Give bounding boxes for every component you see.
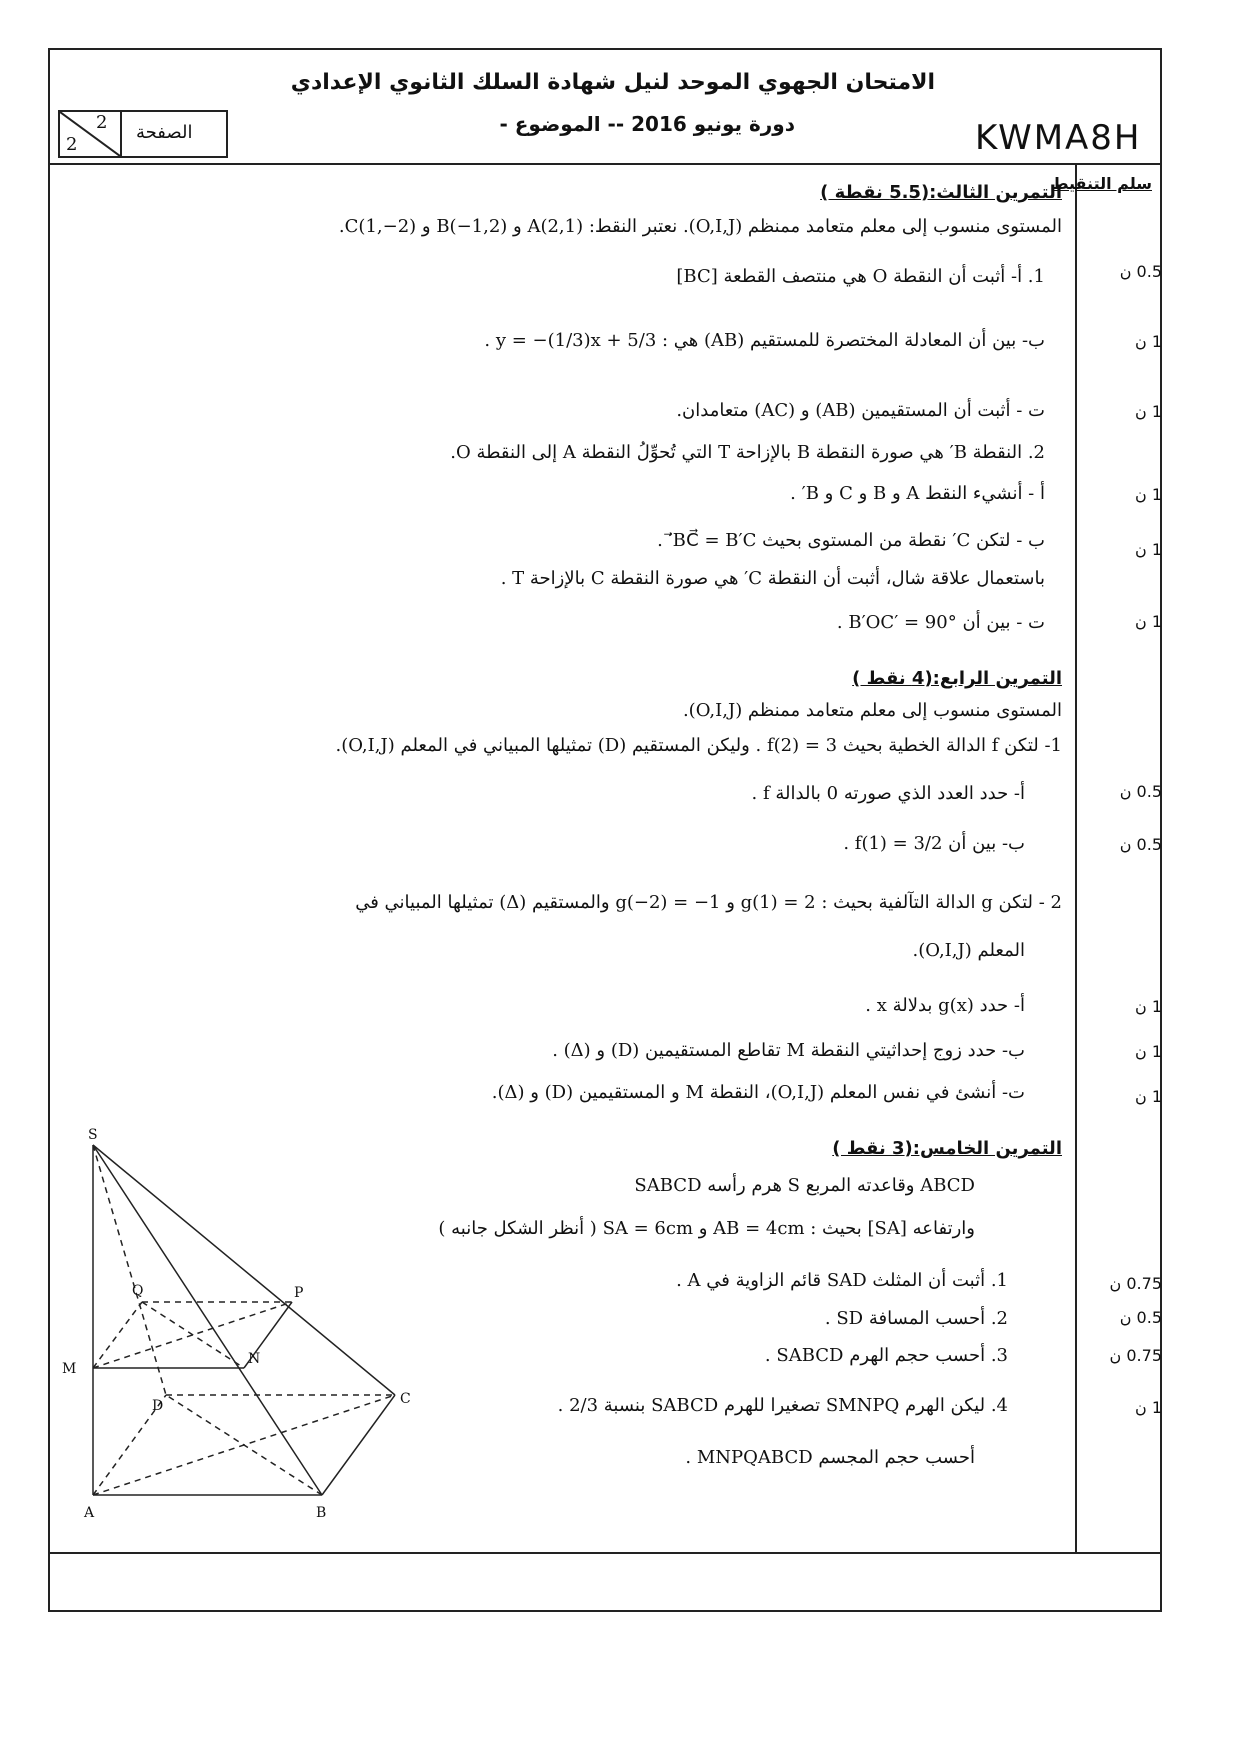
- label-M: M: [62, 1361, 77, 1377]
- ex3-title: التمرين الثالث:(5.5 نقطة ): [820, 182, 1062, 203]
- page-number: 2: [96, 112, 108, 133]
- page-total: 2: [66, 134, 78, 155]
- ex3-q2: 2. النقطة B′ هي صورة النقطة B بالإزاحة T التي تُحوِّلُ النقطة A إلى النقطة O.: [450, 442, 1045, 463]
- ex5-points-3: 0.75 ن: [1109, 1346, 1162, 1365]
- edge-SB: [93, 1145, 322, 1495]
- label-C: C: [400, 1391, 411, 1407]
- ex3-points-5: 1 ن: [1134, 540, 1162, 559]
- grading-column-divider: [1075, 163, 1077, 1553]
- ex3-q2a: أ - أنشيء النقط A و B و C و B′ .: [790, 483, 1045, 504]
- ex3-q2c: ت - بين أن B′OC′ = 90° .: [836, 612, 1045, 633]
- pyramid-figure: [60, 1125, 420, 1525]
- ex4-q1b: ب- بين أن f(1) = 3/2 .: [843, 833, 1025, 854]
- hidden-SD: [93, 1145, 166, 1395]
- ex3-points-4: 1 ن: [1134, 485, 1162, 504]
- ex3-q1b: ب- بين أن المعادلة المختصرة للمستقيم (AB) هي : y = −(1/3)x + 5/3 .: [484, 330, 1045, 351]
- ex4-q2c: ت- أنشئ في نفس المعلم (O,I,J)، النقطة M و المستقيمين (D) و (Δ).: [491, 1082, 1025, 1103]
- ex4-q2a: أ- حدد g(x) بدلالة x .: [865, 995, 1025, 1016]
- ex4-points-4: 1 ن: [1134, 1042, 1162, 1061]
- handwritten-code: KWMA8H: [975, 118, 1142, 158]
- ex4-q2-cont: المعلم (O,I,J).: [912, 940, 1025, 961]
- ex5-points-2: 0.5 ن: [1119, 1308, 1162, 1327]
- ex3-intro: المستوى منسوب إلى معلم متعامد ممنظم (O,I,J). نعتبر النقط: A(2,1) و B(−1,2) و C(1,−2).: [338, 216, 1062, 237]
- header-divider: [50, 163, 1160, 165]
- label-Q: Q: [132, 1283, 144, 1299]
- ex5-q1: 1. أثبت أن المثلث SAD قائم الزاوية في A .: [676, 1270, 1008, 1291]
- edge-SC: [93, 1145, 395, 1395]
- ex5-q4b: أحسب حجم المجسم MNPQABCD .: [685, 1447, 975, 1468]
- hidden-MQ: [93, 1302, 142, 1368]
- ex3-points-6: 1 ن: [1134, 612, 1162, 631]
- ex3-points-3: 1 ن: [1134, 402, 1162, 421]
- ex4-q1: 1- لتكن f الدالة الخطية بحيث f(2) = 3 . وليكن المستقيم (D) تمثيلها المبياني في المعلم (O,I,J).: [335, 735, 1062, 756]
- grading-column-title: سلم التنقيط: [1051, 174, 1152, 193]
- ex4-points-1: 0.5 ن: [1119, 782, 1162, 801]
- ex4-points-2: 0.5 ن: [1119, 835, 1162, 854]
- ex3-q1a: 1. أ- أثبت أن النقطة O هي منتصف القطعة [BC]: [676, 266, 1045, 287]
- ex4-q1a: أ- حدد العدد الذي صورته 0 بالدالة f .: [751, 783, 1025, 804]
- label-A: A: [84, 1505, 95, 1521]
- ex4-points-5: 1 ن: [1134, 1087, 1162, 1106]
- session-line: دورة يونيو 2016 -- الموضوع -: [499, 112, 795, 136]
- label-S: S: [88, 1127, 98, 1143]
- edge-BC: [322, 1395, 395, 1495]
- ex5-points-4: 1 ن: [1134, 1398, 1162, 1417]
- ex5-title: التمرين الخامس:(3 نقط ): [832, 1138, 1062, 1159]
- label-N: N: [248, 1351, 261, 1367]
- ex5-q3: 3. أحسب حجم الهرم SABCD .: [764, 1345, 1008, 1366]
- page-label: الصفحة: [136, 122, 193, 143]
- ex5-points-1: 0.75 ن: [1109, 1274, 1162, 1293]
- label-D: D: [152, 1398, 164, 1414]
- ex5-q2: 2. أحسب المسافة SD .: [824, 1308, 1008, 1329]
- exam-title: الامتحان الجهوي الموحد لنيل شهادة السلك الثانوي الإعدادي: [290, 70, 935, 95]
- ex4-q2: 2 - لتكن g الدالة التآلفية بحيث : g(1) = 2 و g(−2) = −1 والمستقيم (Δ) تمثيلها المبياني في: [355, 892, 1062, 913]
- page-indicator: [58, 110, 228, 158]
- bottom-divider: [50, 1552, 1160, 1554]
- ex3-q2b2: باستعمال علاقة شال، أثبت أن النقطة C′ هي صورة النقطة C بالإزاحة T .: [500, 568, 1045, 589]
- ex4-intro: المستوى منسوب إلى معلم متعامد ممنظم (O,I,J).: [682, 700, 1062, 721]
- ex3-points-1: 0.5 ن: [1119, 262, 1162, 281]
- label-P: P: [294, 1285, 304, 1301]
- ex5-intro-2: وارتفاعه [SA] بحيث : AB = 4cm و SA = 6cm ( أنظر الشكل جانبه ): [438, 1218, 975, 1239]
- label-B: B: [316, 1505, 327, 1521]
- hidden-BD: [166, 1395, 322, 1495]
- ex4-title: التمرين الرابع:(4 نقط ): [852, 668, 1062, 689]
- ex3-q2b: ب - لتكن C′ نقطة من المستوى بحيث BC⃗ = B′C′⃗ .: [657, 530, 1045, 551]
- ex5-intro-1: SABCD هرم رأسه S وقاعدته المربع ABCD: [634, 1175, 975, 1196]
- hidden-QN: [142, 1302, 244, 1368]
- ex5-q4: 4. ليكن الهرم SMNPQ تصغيرا للهرم SABCD بنسبة 2/3 .: [557, 1395, 1008, 1416]
- ex4-q2b: ب- حدد زوج إحداثيتي النقطة M تقاطع المستقيمين (D) و (Δ) .: [552, 1040, 1025, 1061]
- ex3-q1c: ت - أثبت أن المستقيمين (AB) و (AC) متعامدان.: [676, 400, 1045, 421]
- ex3-points-2: 1 ن: [1134, 332, 1162, 351]
- ex4-points-3: 1 ن: [1134, 997, 1162, 1016]
